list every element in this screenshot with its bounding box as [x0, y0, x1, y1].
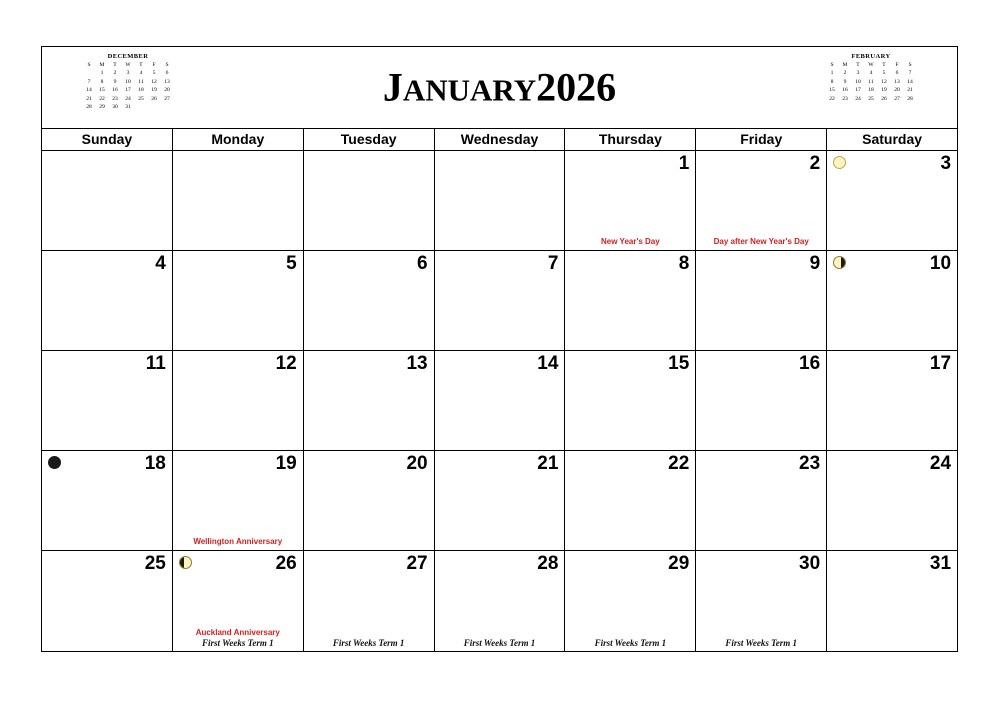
- day-number: 5: [286, 253, 297, 274]
- mini-day: 11: [138, 78, 144, 85]
- calendar-day-cell[interactable]: [565, 451, 696, 550]
- day-number: 3: [940, 153, 952, 174]
- calendar-day-cell[interactable]: [42, 351, 173, 450]
- mini-day: 23: [112, 95, 118, 102]
- moon-phase-new-icon: [48, 456, 61, 469]
- calendar: [41, 46, 958, 652]
- calendar-day-cell[interactable]: [304, 551, 435, 651]
- calendar-day-cell[interactable]: [565, 351, 696, 450]
- calendar-day-cell[interactable]: [42, 451, 173, 550]
- calendar-day-cell[interactable]: [304, 451, 435, 550]
- mini-day: [852, 103, 865, 110]
- day-number: 20: [406, 453, 428, 474]
- mini-day: [904, 103, 917, 110]
- mini-day: 31: [125, 103, 131, 110]
- day-number: 16: [799, 353, 821, 374]
- mini-day: 19: [881, 87, 887, 94]
- calendar-day-cell[interactable]: [173, 151, 304, 250]
- calendar-day-cell[interactable]: [304, 151, 435, 250]
- day-events: [437, 638, 563, 648]
- calendar-day-cell[interactable]: [565, 251, 696, 350]
- mini-day: 17: [855, 87, 861, 94]
- day-number: 10: [929, 253, 952, 274]
- mini-day: [839, 103, 852, 110]
- mini-calendar-next-title: FEBRUARY: [851, 53, 891, 60]
- mini-day: 4: [139, 70, 143, 77]
- mini-day: 21: [907, 87, 913, 94]
- mini-day: 10: [125, 78, 131, 85]
- day-number: 1: [678, 153, 690, 174]
- mini-day: 20: [164, 87, 170, 94]
- day-number: 28: [537, 553, 559, 574]
- day-events: [567, 237, 693, 247]
- mini-weekday: W: [868, 62, 874, 68]
- mini-weekday: S: [87, 62, 91, 68]
- mini-day: 25: [868, 95, 874, 102]
- mini-day: 28: [86, 103, 92, 110]
- mini-week-row: [826, 78, 917, 86]
- calendar-day-cell[interactable]: [696, 151, 827, 250]
- mini-day: 2: [843, 70, 847, 77]
- mini-day: 20: [894, 87, 900, 94]
- mini-day: 19: [151, 87, 157, 94]
- mini-day: 13: [894, 78, 900, 85]
- day-number: 22: [668, 453, 690, 474]
- weekday-header-wednesday: Wednesday: [435, 129, 566, 150]
- calendar-day-cell[interactable]: [42, 551, 173, 651]
- calendar-day-cell[interactable]: [827, 351, 957, 450]
- mini-weekday: M: [842, 62, 848, 68]
- mini-day: [878, 103, 891, 110]
- calendar-day-cell[interactable]: [696, 351, 827, 450]
- mini-weekday: M: [99, 62, 105, 68]
- day-number: 17: [929, 353, 952, 374]
- calendar-day-cell[interactable]: [435, 251, 566, 350]
- day-number: 4: [155, 253, 166, 274]
- weekday-header-row: [42, 129, 957, 151]
- mini-day: 5: [152, 70, 156, 77]
- day-number: 12: [275, 353, 297, 374]
- mini-day: 23: [842, 95, 848, 102]
- day-number: 23: [799, 453, 821, 474]
- mini-calendar-next-month: [811, 53, 931, 110]
- weekday-header-monday: Monday: [173, 129, 304, 150]
- weekday-header-thursday: Thursday: [565, 129, 696, 150]
- weekday-header-sunday: Sunday: [42, 129, 173, 150]
- moon-phase-full-icon: [833, 156, 846, 169]
- mini-day: 7: [87, 78, 91, 85]
- holiday-label: Day after New Year's Day: [713, 237, 809, 246]
- calendar-day-cell[interactable]: [565, 151, 696, 250]
- calendar-day-cell[interactable]: [173, 351, 304, 450]
- mini-weekday: S: [908, 62, 912, 68]
- day-number: 27: [406, 553, 428, 574]
- calendar-day-cell[interactable]: [827, 551, 957, 651]
- weekday-header-saturday: Saturday: [862, 131, 923, 147]
- mini-day: 17: [125, 87, 131, 94]
- calendar-day-cell[interactable]: [435, 451, 566, 550]
- mini-day: 15: [99, 87, 105, 94]
- day-events: [175, 537, 301, 547]
- mini-calendar-next-grid: [826, 61, 917, 110]
- mini-day: [865, 103, 878, 110]
- mini-day: 6: [165, 70, 169, 77]
- mini-week-row: [826, 86, 917, 94]
- mini-day: 8: [100, 78, 104, 85]
- mini-day: 7: [908, 70, 912, 77]
- calendar-grid: [42, 151, 957, 651]
- mini-day: 16: [842, 87, 848, 94]
- mini-week-row: [826, 69, 917, 77]
- calendar-week-row: [42, 451, 957, 551]
- calendar-day-cell[interactable]: [696, 451, 827, 550]
- mini-day: 24: [125, 95, 131, 102]
- weekday-header-tuesday: Tuesday: [304, 129, 435, 150]
- mini-day: 25: [138, 95, 144, 102]
- calendar-day-cell[interactable]: [827, 451, 957, 550]
- mini-calendar-previous-title: DECEMBER: [107, 53, 149, 60]
- calendar-day-cell[interactable]: [696, 551, 827, 651]
- mini-day: 27: [894, 95, 900, 102]
- day-number: 19: [275, 453, 297, 474]
- mini-weekday: S: [165, 62, 169, 68]
- mini-day: 22: [829, 95, 835, 102]
- calendar-day-cell[interactable]: [435, 551, 566, 651]
- mini-weekday: W: [125, 62, 131, 68]
- term-label: First Weeks Term 1: [201, 638, 274, 648]
- day-number: 9: [809, 253, 821, 274]
- calendar-day-cell[interactable]: [42, 251, 173, 350]
- mini-weekday: F: [152, 62, 156, 68]
- mini-day: 2: [113, 70, 117, 77]
- mini-week-row: [826, 95, 917, 103]
- mini-day: 27: [164, 95, 170, 102]
- mini-weekday-row: [826, 61, 917, 69]
- day-number: 30: [799, 553, 821, 574]
- day-events: [698, 638, 824, 648]
- mini-weekday: T: [856, 62, 860, 68]
- day-number: 8: [678, 253, 690, 274]
- calendar-week-row: [42, 151, 957, 251]
- mini-day: 22: [99, 95, 105, 102]
- day-number: 31: [929, 553, 952, 574]
- mini-day: 14: [907, 78, 913, 85]
- mini-day: 3: [126, 70, 130, 77]
- day-number: 25: [144, 553, 166, 574]
- day-number: 7: [547, 253, 559, 274]
- mini-day: 1: [100, 70, 104, 77]
- term-label: First Weeks Term 1: [725, 638, 798, 648]
- day-number: 18: [144, 453, 166, 474]
- mini-day: 9: [113, 78, 117, 85]
- day-number: 2: [809, 153, 821, 174]
- calendar-day-cell[interactable]: [42, 151, 173, 250]
- mini-day: 12: [881, 78, 887, 85]
- mini-day: 5: [882, 70, 886, 77]
- mini-day: 13: [164, 78, 170, 85]
- mini-weekday: S: [830, 62, 834, 68]
- calendar-day-cell[interactable]: [173, 551, 304, 651]
- year-label: 2026: [536, 64, 617, 110]
- mini-day: 10: [855, 78, 861, 85]
- mini-weekday: T: [139, 62, 143, 68]
- mini-day: 26: [881, 95, 887, 102]
- day-events: [567, 638, 693, 648]
- mini-day: 1: [830, 70, 834, 77]
- mini-day: 4: [869, 70, 873, 77]
- day-number: 13: [406, 353, 428, 374]
- calendar-day-cell[interactable]: [173, 451, 304, 550]
- calendar-day-cell[interactable]: [565, 551, 696, 651]
- day-number: 15: [668, 353, 690, 374]
- day-number: 21: [537, 453, 559, 474]
- mini-day: 21: [86, 95, 92, 102]
- mini-day: 9: [843, 78, 847, 85]
- calendar-week-row: [42, 551, 957, 651]
- mini-day: 28: [907, 95, 913, 102]
- day-number: 29: [668, 553, 690, 574]
- moon-phase-first-q-icon: [179, 556, 192, 569]
- mini-day: 26: [151, 95, 157, 102]
- mini-day: 11: [868, 78, 874, 85]
- holiday-label: New Year's Day: [601, 237, 660, 246]
- mini-weekday: T: [882, 62, 886, 68]
- term-label: First Weeks Term 1: [463, 638, 536, 648]
- mini-day: 30: [112, 103, 118, 110]
- calendar-day-cell[interactable]: [827, 251, 957, 350]
- holiday-label: Wellington Anniversary: [193, 537, 283, 546]
- mini-day: 8: [830, 78, 834, 85]
- mini-day: [826, 103, 839, 110]
- month-first-letter: J: [382, 64, 403, 110]
- day-number: 14: [537, 353, 559, 374]
- term-label: First Weeks Term 1: [332, 638, 405, 648]
- mini-weekday: F: [895, 62, 899, 68]
- calendar-day-cell[interactable]: [435, 351, 566, 450]
- term-label: First Weeks Term 1: [594, 638, 667, 648]
- day-number: 6: [417, 253, 428, 274]
- calendar-header: [42, 47, 957, 129]
- mini-day: 15: [829, 87, 835, 94]
- mini-weekday: T: [113, 62, 117, 68]
- calendar-day-cell[interactable]: [696, 251, 827, 350]
- holiday-label: Auckland Anniversary: [195, 628, 280, 637]
- mini-week-row: [826, 103, 917, 110]
- calendar-day-cell[interactable]: [827, 151, 957, 250]
- day-number: 26: [275, 553, 297, 574]
- mini-day: 18: [868, 87, 874, 94]
- day-number: 24: [929, 453, 952, 474]
- moon-phase-last-q-icon: [833, 256, 846, 269]
- mini-day: 6: [895, 70, 899, 77]
- calendar-week-row: [42, 251, 957, 351]
- day-events: [306, 638, 432, 648]
- month-name-rest: ANUARY: [402, 72, 537, 108]
- mini-day: 16: [112, 87, 118, 94]
- day-events: [175, 628, 301, 648]
- mini-day: 29: [99, 103, 105, 110]
- mini-day: [891, 103, 904, 110]
- mini-day: 12: [151, 78, 157, 85]
- calendar-day-cell[interactable]: [173, 251, 304, 350]
- calendar-day-cell[interactable]: [304, 251, 435, 350]
- mini-day: 3: [856, 70, 860, 77]
- mini-day: 24: [855, 95, 861, 102]
- calendar-week-row: [42, 351, 957, 451]
- weekday-header-friday: Friday: [696, 129, 827, 150]
- calendar-day-cell[interactable]: [304, 351, 435, 450]
- mini-day: 14: [86, 87, 92, 94]
- calendar-day-cell[interactable]: [435, 151, 566, 250]
- mini-day: 18: [138, 87, 144, 94]
- day-number: 11: [145, 353, 166, 374]
- day-events: [698, 237, 824, 247]
